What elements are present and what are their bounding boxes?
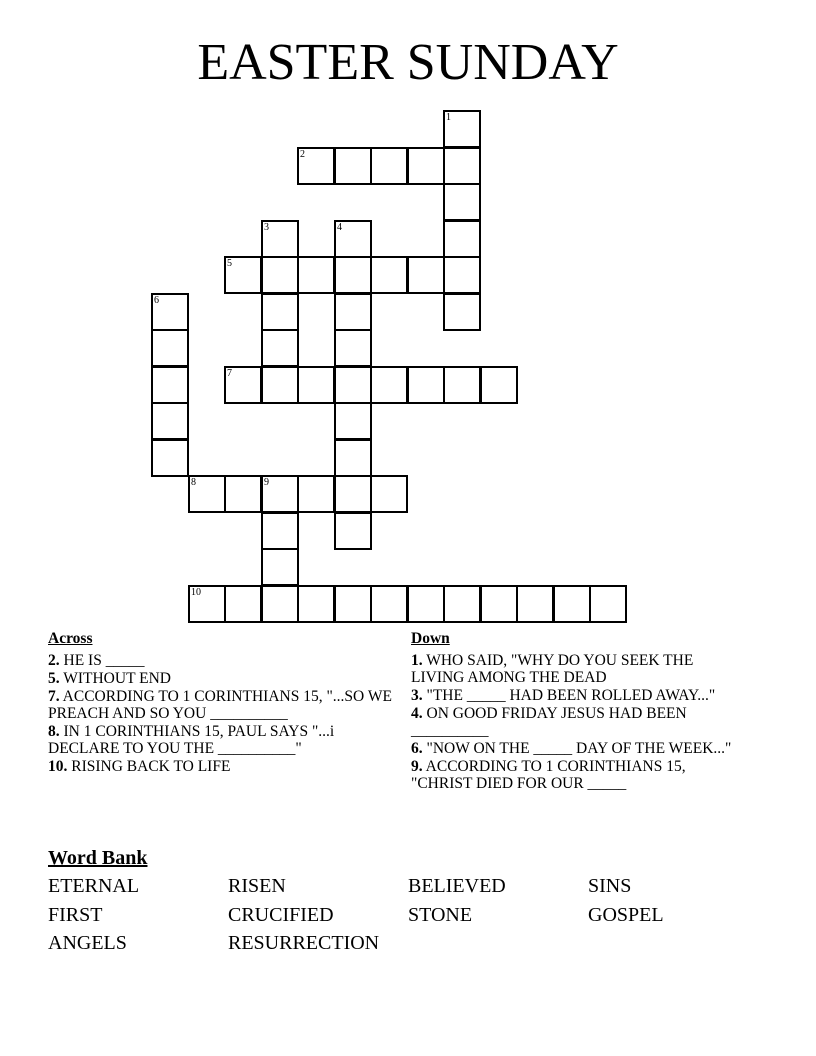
crossword-cell[interactable]	[334, 147, 372, 185]
word-bank-item: FIRST	[48, 903, 103, 926]
crossword-cell[interactable]	[443, 585, 481, 623]
clue-text: WITHOUT END	[63, 670, 171, 687]
crossword-cell[interactable]	[261, 256, 299, 294]
crossword-cell[interactable]	[188, 585, 226, 623]
crossword-cell[interactable]	[297, 256, 335, 294]
crossword-cell[interactable]	[370, 475, 408, 513]
crossword-cell[interactable]	[261, 475, 299, 513]
crossword-cell[interactable]	[151, 293, 189, 331]
clue-number-label: 5	[227, 258, 232, 269]
across-clue	[48, 652, 393, 669]
clue-number: 4.	[411, 705, 423, 722]
crossword-cell[interactable]	[334, 402, 372, 440]
down-clue	[411, 705, 741, 739]
crossword-cell[interactable]	[480, 585, 518, 623]
crossword-cell[interactable]	[407, 256, 445, 294]
clue-number-label: 3	[264, 222, 269, 233]
word-bank-list	[48, 872, 768, 958]
clue-number: 1.	[411, 652, 423, 669]
clue-number-label: 6	[154, 295, 159, 306]
clue-text: HE IS _____	[63, 652, 145, 669]
clue-number-label: 7	[227, 368, 232, 379]
crossword-cell[interactable]	[370, 585, 408, 623]
across-clue	[48, 723, 393, 757]
crossword-cell[interactable]	[261, 293, 299, 331]
clue-text: "NOW ON THE _____ DAY OF THE WEEK..."	[426, 740, 732, 757]
word-bank-item: STONE	[408, 903, 473, 926]
crossword-cell[interactable]	[261, 329, 299, 367]
clue-number-label: 10	[191, 587, 201, 598]
crossword-cell[interactable]	[151, 329, 189, 367]
clue-text: ACCORDING TO 1 CORINTHIANS 15, "...SO WE PREACH AND SO YOU __________	[48, 688, 392, 722]
crossword-cell[interactable]	[334, 256, 372, 294]
across-clue	[48, 688, 393, 722]
word-bank-item: ANGELS	[48, 932, 127, 954]
crossword-cell[interactable]	[151, 439, 189, 477]
crossword-cell[interactable]	[261, 220, 299, 258]
clue-number: 3.	[411, 687, 423, 704]
crossword-cell[interactable]	[261, 366, 299, 404]
down-clue	[411, 652, 741, 686]
word-bank-item: ETERNAL	[48, 875, 140, 897]
crossword-cell[interactable]	[297, 585, 335, 623]
crossword-cell[interactable]	[334, 329, 372, 367]
clue-text: WHO SAID, "WHY DO YOU SEEK THE LIVING AMONG THE DEAD	[411, 652, 694, 686]
crossword-cell[interactable]	[261, 548, 299, 586]
crossword-cell[interactable]	[370, 256, 408, 294]
down-clue	[411, 740, 741, 757]
crossword-cell[interactable]	[407, 366, 445, 404]
across-clue	[48, 670, 393, 687]
clue-number: 7.	[48, 688, 60, 705]
clue-number: 2.	[48, 652, 60, 669]
crossword-cell[interactable]	[334, 512, 372, 550]
crossword-cell[interactable]	[334, 585, 372, 623]
across-heading: Across	[48, 630, 93, 647]
crossword-cell[interactable]	[370, 366, 408, 404]
crossword-cell[interactable]	[297, 475, 335, 513]
crossword-cell[interactable]	[443, 256, 481, 294]
crossword-cell[interactable]	[480, 366, 518, 404]
word-bank-item: BELIEVED	[408, 875, 506, 897]
crossword-cell[interactable]	[224, 366, 262, 404]
crossword-cell[interactable]	[334, 293, 372, 331]
crossword-cell[interactable]	[516, 585, 554, 623]
crossword-cell[interactable]	[261, 512, 299, 550]
crossword-cell[interactable]	[443, 293, 481, 331]
clue-number-label: 4	[337, 222, 342, 233]
clue-text: ON GOOD FRIDAY JESUS HAD BEEN __________	[411, 705, 687, 739]
crossword-cell[interactable]	[334, 220, 372, 258]
crossword-cell[interactable]	[334, 366, 372, 404]
down-clue	[411, 758, 741, 792]
word-bank-item: RISEN	[228, 875, 286, 897]
crossword-cell[interactable]	[297, 366, 335, 404]
crossword-cell[interactable]	[297, 147, 335, 185]
crossword-cell[interactable]	[151, 366, 189, 404]
crossword-cell[interactable]	[334, 475, 372, 513]
clue-number: 10.	[48, 758, 68, 775]
down-heading: Down	[411, 630, 450, 647]
clue-number: 6.	[411, 740, 423, 757]
word-bank-item: RESURRECTION	[228, 932, 380, 954]
word-bank	[48, 846, 768, 958]
crossword-cell[interactable]	[407, 147, 445, 185]
crossword-cell[interactable]	[151, 402, 189, 440]
crossword-cell[interactable]	[443, 183, 481, 221]
clue-number: 9.	[411, 758, 423, 775]
clue-number-label: 9	[264, 477, 269, 488]
crossword-cell[interactable]	[589, 585, 627, 623]
crossword-cell[interactable]	[224, 585, 262, 623]
crossword-cell[interactable]	[443, 147, 481, 185]
clue-text: RISING BACK TO LIFE	[71, 758, 231, 775]
clue-text: ACCORDING TO 1 CORINTHIANS 15, "CHRIST DIED FOR OUR _____	[411, 758, 686, 792]
crossword-cell[interactable]	[443, 110, 481, 148]
across-clue	[48, 758, 393, 775]
down-clue	[411, 687, 741, 704]
clue-number-label: 1	[446, 112, 451, 123]
crossword-cell[interactable]	[407, 585, 445, 623]
clue-number: 5.	[48, 670, 60, 687]
clue-text: "THE _____ HAD BEEN ROLLED AWAY..."	[426, 687, 716, 704]
clue-number-label: 2	[300, 149, 305, 160]
word-bank-item: SINS	[588, 875, 632, 897]
across-clues	[48, 630, 393, 776]
crossword-cell[interactable]	[224, 475, 262, 513]
crossword-cell[interactable]	[443, 366, 481, 404]
clue-number: 8.	[48, 723, 60, 740]
clue-text: IN 1 CORINTHIANS 15, PAUL SAYS "...i DECLARE TO YOU THE __________"	[48, 723, 335, 757]
down-clues	[411, 630, 741, 793]
crossword-cell[interactable]	[370, 147, 408, 185]
word-bank-title: Word Bank	[48, 847, 148, 869]
word-bank-item: GOSPEL	[588, 903, 664, 926]
puzzle-title: EASTER SUNDAY	[197, 34, 619, 91]
crossword-cell[interactable]	[188, 475, 226, 513]
clue-number-label: 8	[191, 477, 196, 488]
crossword-cell[interactable]	[261, 585, 299, 623]
crossword-cell[interactable]	[224, 256, 262, 294]
crossword-cell[interactable]	[553, 585, 591, 623]
word-bank-item: CRUCIFIED	[228, 903, 334, 926]
crossword-cell[interactable]	[334, 439, 372, 477]
crossword-cell[interactable]	[443, 220, 481, 258]
